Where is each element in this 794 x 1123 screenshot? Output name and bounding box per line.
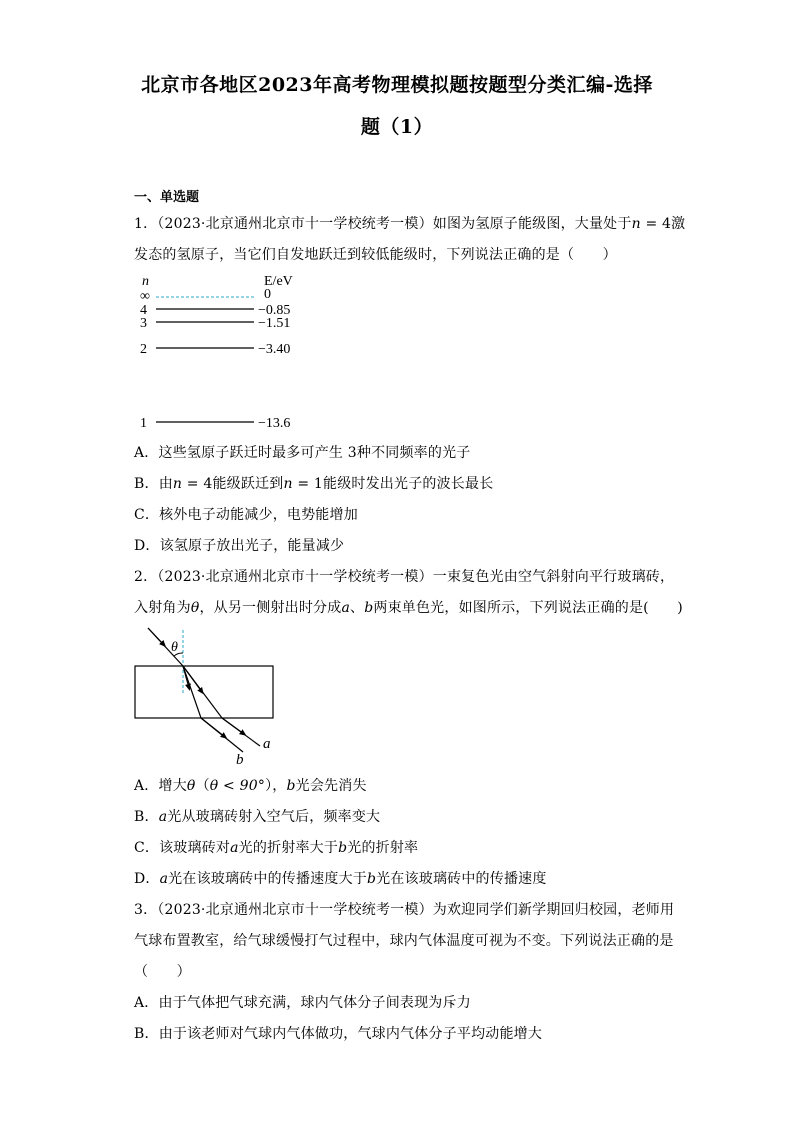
q3-stem-line3: （ ）	[134, 964, 191, 980]
q3-option-b: B．由于该老师对气球内气体做功，气球内气体分子平均动能增大	[134, 1026, 543, 1042]
document-title-line1: 北京市各地区2023年高考物理模拟题按题型分类汇编-选择	[141, 74, 653, 96]
q3-stem-line1: 3．（2023·北京通州北京市十一学校统考一模）为欢迎同学们新学期回归校园，老师用	[134, 902, 675, 918]
ray-label-a: a	[263, 736, 271, 752]
q3-stem-line2: 气球布置教室，给气球缓慢打气过程中，球内气体温度可视为不变。下列说法正确的是	[134, 933, 674, 949]
q2-option-b: B．a光从玻璃砖射入空气后，频率变大	[134, 809, 381, 825]
glass-slab	[135, 666, 273, 718]
level-n-4: 4	[140, 303, 147, 318]
level-e-1: −13.6	[258, 416, 291, 431]
incident-arrow	[148, 628, 164, 645]
document-title-line2: 题（1）	[360, 116, 434, 138]
level-n-2: 2	[140, 342, 147, 357]
theta-label: θ	[171, 640, 178, 655]
emergent-arrow-a	[222, 718, 244, 734]
n-axis-label: n	[142, 274, 149, 289]
ray-label-b: b	[236, 752, 244, 768]
q1-stem-line2: 发态的氢原子，当它们自发地跃迁到较低能级时，下列说法正确的是（ ）	[134, 247, 617, 263]
level-n-1: 1	[140, 416, 147, 431]
section-heading: 一、单选题	[134, 190, 200, 205]
emergent-arrow-b	[201, 718, 225, 737]
refracted-arrow-a	[183, 666, 202, 692]
level-e-2: −3.40	[258, 342, 291, 357]
q2-option-c: C．该玻璃砖对a光的折射率大于b光的折射率	[134, 840, 419, 856]
refraction-diagram	[130, 620, 290, 770]
level-e-4: −0.85	[258, 303, 291, 318]
q1-option-b: B．由n = 4能级跃迁到n = 1能级时发出光子的波长最长	[134, 476, 494, 492]
q1-stem-line1: 1．（2023·北京通州北京市十一学校统考一模）如图为氢原子能级图，大量处于n = 4激	[134, 216, 686, 232]
level-n-inf: ∞	[140, 289, 150, 304]
q2-stem-line2: 入射角为θ，从另一侧射出时分成a、b两束单色光，如图所示，下列说法正确的是( )	[134, 600, 683, 616]
energy-axis-label: E/eV	[264, 274, 293, 289]
energy-level-diagram	[130, 268, 330, 433]
q1-option-a: A．这些氢原子跃迁时最多可产生 3种不同频率的光子	[134, 445, 471, 461]
q2-option-d: D．a光在该玻璃砖中的传播速度大于b光在该玻璃砖中的传播速度	[134, 871, 547, 887]
level-n-3: 3	[140, 316, 147, 331]
q2-option-a: A．增大θ（θ < 90°），b光会先消失	[134, 778, 367, 794]
q3-option-a: A．由于气体把气球充满，球内气体分子间表现为斥力	[134, 995, 471, 1011]
q1-option-c: C．核外电子动能减少，电势能增加	[134, 507, 358, 523]
q2-stem-line1: 2．（2023·北京通州北京市十一学校统考一模）一束复色光由空气斜射向平行玻璃砖，	[134, 569, 675, 585]
q1-option-d: D．该氢原子放出光子，能量减少	[134, 538, 345, 554]
level-e-inf: 0	[264, 287, 271, 302]
level-e-3: −1.51	[258, 316, 291, 331]
